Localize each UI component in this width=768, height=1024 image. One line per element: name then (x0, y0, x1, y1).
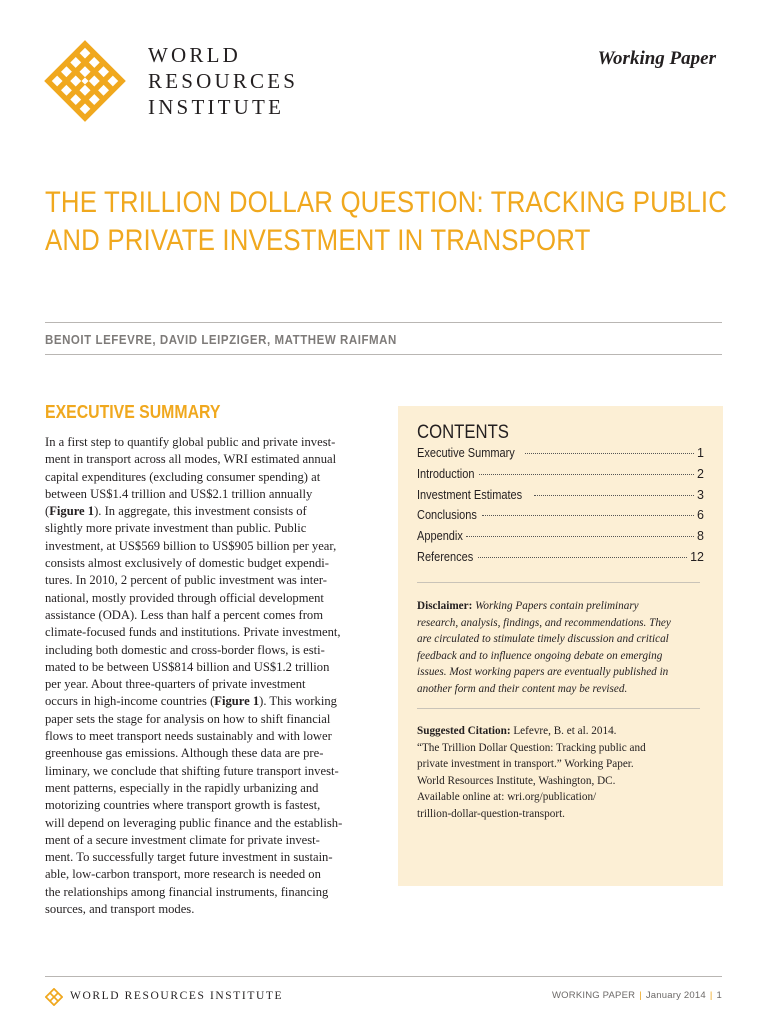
disclaimer-line: issues. Most working papers are eventually published in (417, 666, 669, 678)
body-line (45, 693, 375, 710)
toc-entry-label: Conclusions (417, 508, 477, 523)
author-list: BENOIT LEFEVRE, DAVID LEIPZIGER, MATTHEW RAIFMAN (45, 333, 397, 347)
figure-reference[interactable]: Figure 1 (49, 504, 95, 519)
disclaimer-line: another form and their content may be revised. (417, 682, 628, 695)
toc-entry-page: 12 (690, 549, 704, 564)
contents-heading: CONTENTS (417, 422, 509, 443)
executive-summary-heading: EXECUTIVE SUMMARY (45, 402, 221, 422)
body-line: consists almost exclusively of domestic budget expendi- (45, 556, 330, 571)
wri-logo-icon (44, 40, 126, 122)
toc-entry-appendix[interactable] (417, 529, 704, 550)
body-line: per year. About three-quarters of private investment (45, 677, 306, 692)
footer-separator: | (639, 990, 642, 1001)
text-run: occurs in high-income countries ( (45, 694, 215, 709)
body-line: will depend on leveraging public finance and the establish- (45, 815, 343, 830)
toc-leader-dots (534, 495, 695, 496)
toc-entry-label: Introduction (417, 466, 475, 481)
footer-divider (45, 976, 722, 977)
toc-entry-investment-estimates[interactable] (417, 488, 704, 509)
citation-link[interactable]: trillion-dollar-question-transport. (417, 807, 565, 820)
citation-lead: Suggested Citation: (417, 725, 511, 737)
toc-leader-dots (525, 453, 694, 454)
text-run: ). In aggregate, this investment consists of (94, 504, 307, 519)
disclaimer-line: are circulated to stimulate timely discussion and critical (417, 633, 669, 645)
toc-entry-page: 6 (697, 508, 704, 523)
divider (417, 708, 700, 709)
body-line: capital expenditures (excluding consumer spending) at (45, 469, 321, 484)
body-line: able, low-carbon transport, more research is needed on (45, 867, 321, 882)
body-line: the relationships among financial instruments, financing (45, 884, 329, 899)
footer-page-info (552, 990, 722, 1001)
citation-line: private investment in transport.” Working Paper. (417, 758, 634, 770)
org-name-line: WORLD (148, 43, 241, 67)
toc-leader-dots (479, 474, 694, 475)
citation-line: “The Trillion Dollar Question: Tracking public and (417, 741, 646, 754)
body-line: ment patterns, especially in the rapidly urbanizing and (45, 780, 319, 795)
body-line: investment, at US$569 billion to US$905 billion per year, (45, 538, 337, 553)
body-line: liminary, we conclude that shifting future transport invest- (45, 763, 339, 778)
text-run: Working Papers contain preliminary (472, 600, 639, 612)
disclaimer-line: feedback and to influence ongoing debate on emerging (417, 649, 663, 662)
footer-date: January 2014 (645, 990, 706, 1001)
toc-entry-page: 8 (697, 529, 704, 544)
footer-doc-label: WORKING PAPER (552, 990, 636, 1001)
body-line: climate-focused funds and institutions. Private investment, (45, 625, 341, 640)
toc-leader-dots (478, 557, 687, 558)
body-line: ment in transport across all modes, WRI estimated annual (45, 452, 337, 467)
title-line: THE TRILLION DOLLAR QUESTION: TRACKING PUBLIC (45, 186, 728, 219)
citation-block (417, 723, 702, 822)
citation-line: World Resources Institute, Washington, DC. (417, 774, 616, 787)
divider (417, 582, 700, 583)
divider (45, 322, 722, 323)
body-line: In a first step to quantify global public and private invest- (45, 435, 336, 449)
text-run: ( (45, 504, 50, 519)
body-line: including both domestic and cross-border flows, is esti- (45, 642, 325, 657)
toc-entry-references[interactable] (417, 550, 704, 571)
footer-org-name: WORLD RESOURCES INSTITUTE (70, 990, 284, 1002)
body-line (45, 503, 375, 520)
footer-separator: | (709, 990, 713, 1001)
citation-link[interactable]: Available online at: wri.org/publication/ (417, 791, 597, 803)
divider (45, 354, 722, 355)
toc-entry-label: Investment Estimates (417, 487, 523, 502)
org-name-line: RESOURCES (148, 69, 299, 93)
paper-title (45, 184, 728, 260)
toc-entry-page: 1 (697, 446, 704, 460)
body-line: between US$1.4 trillion and US$2.1 trillion annually (45, 486, 313, 501)
toc-entry-executive-summary[interactable] (417, 446, 704, 467)
body-line: tures. In 2010, 2 percent of public investment was inter- (45, 573, 327, 588)
body-line: assistance (ODA). Less than half a percent comes from (45, 607, 324, 622)
toc-entry-page: 2 (697, 466, 704, 481)
body-line: slightly more private investment than public. Public (45, 521, 307, 536)
disclaimer-line: research, analysis, findings, and recommendations. They (417, 616, 671, 629)
figure-reference[interactable]: Figure 1 (214, 694, 260, 709)
disclaimer-line (417, 598, 702, 615)
body-line: mated to be between US$814 billion and US$1.2 trillion (45, 659, 330, 674)
body-line: ment. To successfully target future investment in sustain- (45, 850, 333, 865)
body-line: greenhouse gas emissions. Although these data are pre- (45, 746, 324, 761)
org-name-line: INSTITUTE (148, 95, 285, 119)
toc-leader-dots (466, 536, 694, 537)
toc-entry-label: Appendix (417, 529, 463, 544)
document-type-label: Working Paper (597, 48, 716, 69)
toc-leader-dots (482, 515, 694, 516)
footer-page-number: 1 (716, 990, 722, 1001)
text-run: Lefevre, B. et al. 2014. (510, 725, 617, 737)
wri-logo-small-icon (45, 988, 63, 1006)
body-line: national, mostly provided through official development (45, 590, 324, 605)
toc-entry-conclusions[interactable] (417, 508, 704, 529)
org-name (148, 42, 298, 120)
toc-entry-label: References (417, 549, 474, 564)
toc-entry-introduction[interactable] (417, 467, 704, 488)
disclaimer-lead: Disclaimer: (417, 600, 473, 612)
table-of-contents (417, 446, 704, 571)
body-line: sources, and transport modes. (45, 902, 195, 917)
executive-summary-body (45, 434, 375, 918)
body-line: ment of a secure investment climate for private invest- (45, 832, 320, 847)
title-line: AND PRIVATE INVESTMENT IN TRANSPORT (45, 224, 591, 257)
body-line: motorizing countries where transport growth is fastest, (45, 798, 321, 813)
disclaimer-block (417, 598, 702, 697)
body-line: flows to meet transport needs sustainably and with lower (45, 729, 332, 744)
body-line: paper sets the stage for analysis on how to shift financial (45, 711, 331, 726)
toc-entry-label: Executive Summary (417, 446, 515, 460)
text-run: ). This working (259, 694, 337, 709)
citation-line (417, 723, 702, 740)
toc-entry-page: 3 (697, 487, 704, 502)
